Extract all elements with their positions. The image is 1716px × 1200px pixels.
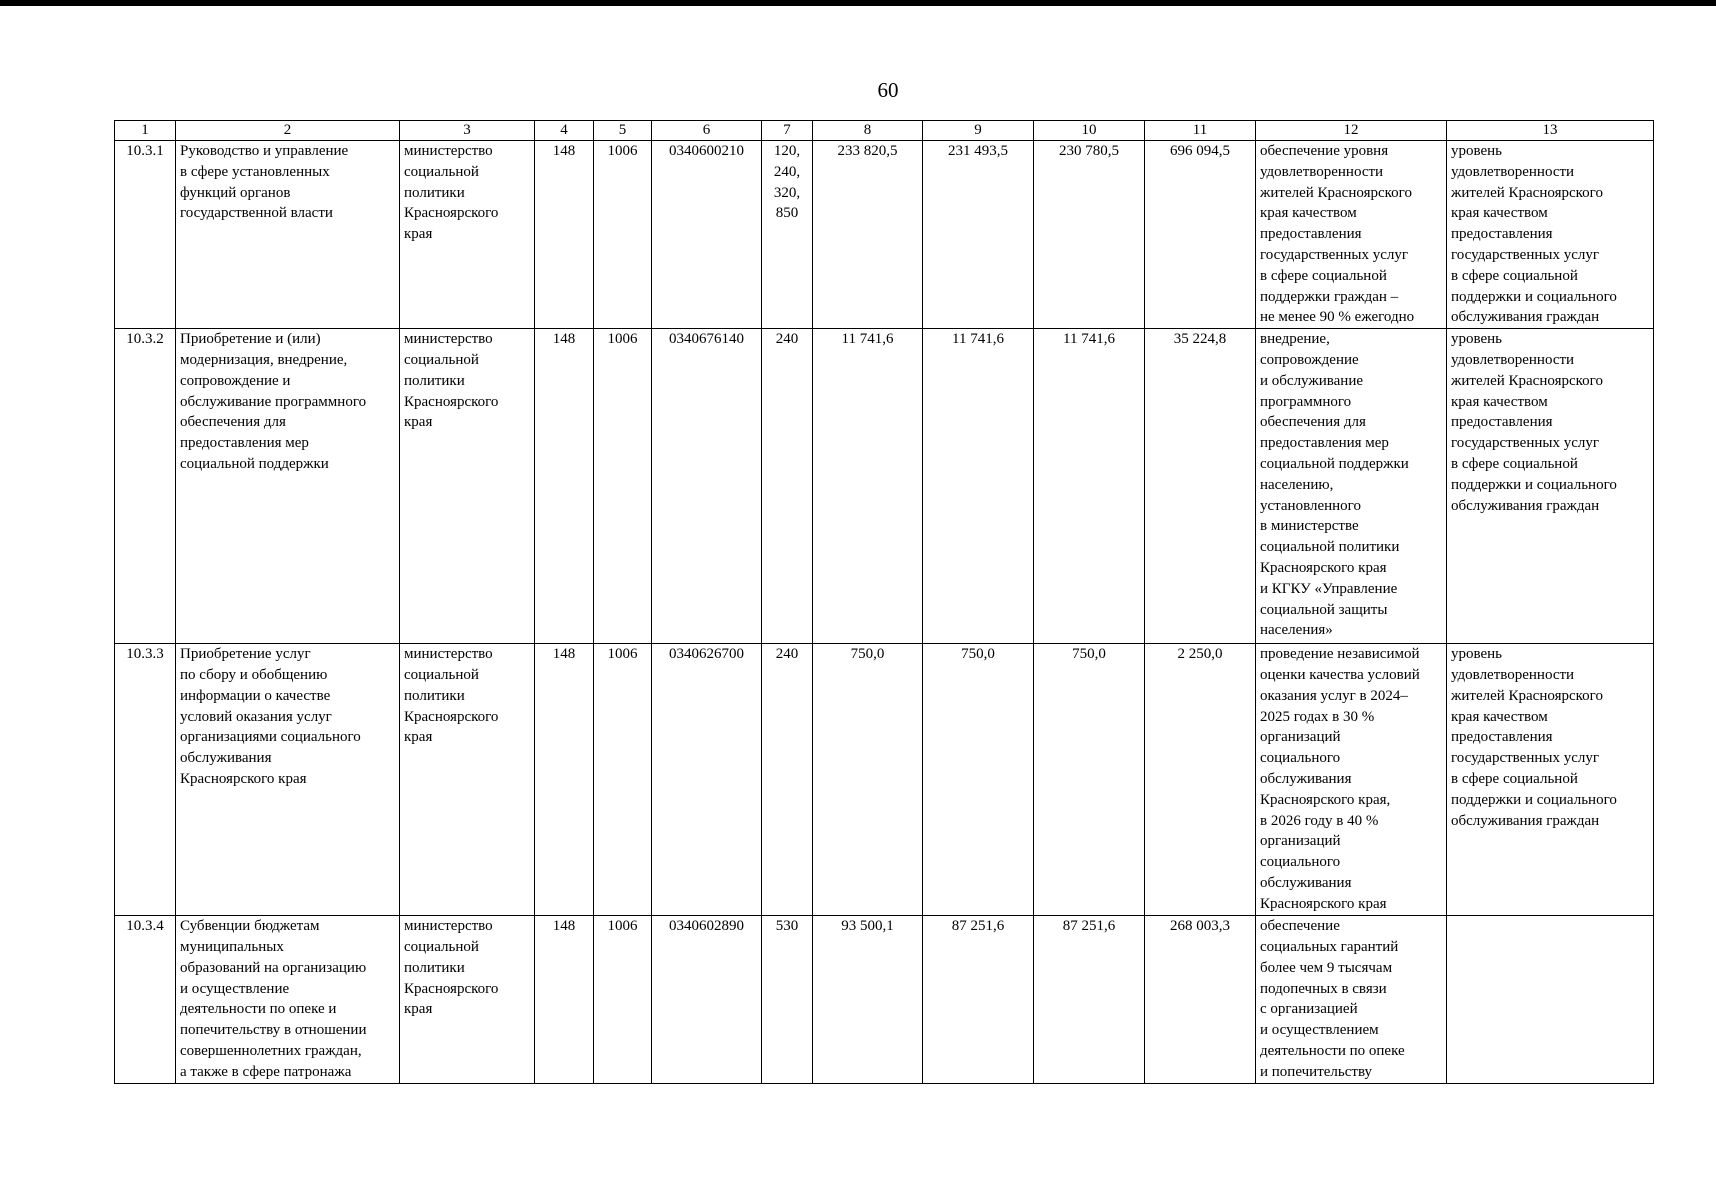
amount-year-3: 11 741,6 xyxy=(1034,329,1145,644)
amount-year-1: 11 741,6 xyxy=(813,329,923,644)
amount-year-1: 93 500,1 xyxy=(813,916,923,1083)
vr-code: 240 xyxy=(762,644,813,916)
activity-name: Руководство и управление в сфере установленных функций органов государственной власти xyxy=(176,141,400,329)
rzpr-code: 1006 xyxy=(594,916,652,1083)
column-number: 12 xyxy=(1256,121,1447,141)
table-row xyxy=(115,141,1654,329)
program-activities-table xyxy=(114,120,1654,1084)
grbs-code: 148 xyxy=(535,329,594,644)
rzpr-code: 1006 xyxy=(594,141,652,329)
table-row xyxy=(115,644,1654,916)
activity-name: Приобретение услуг по сбору и обобщению информации о качестве условий оказания услуг организациями социального обслуживания Красноярского края xyxy=(176,644,400,916)
column-number-row xyxy=(115,121,1654,141)
row-id: 10.3.4 xyxy=(115,916,176,1083)
activity-name: Приобретение и (или) модернизация, внедрение, сопровождение и обслуживание программного обеспечения для предоставления мер социальной поддержки xyxy=(176,329,400,644)
column-number: 3 xyxy=(400,121,535,141)
column-number: 9 xyxy=(923,121,1034,141)
amount-year-3: 750,0 xyxy=(1034,644,1145,916)
csr-code: 0340676140 xyxy=(652,329,762,644)
amount-total: 268 003,3 xyxy=(1145,916,1256,1083)
amount-year-2: 87 251,6 xyxy=(923,916,1034,1083)
page-number: 60 xyxy=(877,78,899,102)
indicator: уровень удовлетворенности жителей Красноярского края качеством предоставления государственных услуг в сфере социальной поддержки и социального обслуживания граждан xyxy=(1447,329,1654,644)
row-id: 10.3.2 xyxy=(115,329,176,644)
column-number: 4 xyxy=(535,121,594,141)
rzpr-code: 1006 xyxy=(594,644,652,916)
row-id: 10.3.1 xyxy=(115,141,176,329)
scan-top-border xyxy=(0,0,1716,6)
activity-name: Субвенции бюджетам муниципальных образований на организацию и осуществление деятельности по опеке и попечительству в отношении совершеннолетних граждан, а также в сфере патронажа xyxy=(176,916,400,1083)
grbs-code: 148 xyxy=(535,916,594,1083)
amount-total: 35 224,8 xyxy=(1145,329,1256,644)
grbs-code: 148 xyxy=(535,644,594,916)
csr-code: 0340602890 xyxy=(652,916,762,1083)
amount-year-3: 230 780,5 xyxy=(1034,141,1145,329)
responsible-agency: министерство социальной политики Красноярского края xyxy=(400,916,535,1083)
amount-year-3: 87 251,6 xyxy=(1034,916,1145,1083)
csr-code: 0340600210 xyxy=(652,141,762,329)
table-row xyxy=(115,916,1654,1083)
column-number: 5 xyxy=(594,121,652,141)
column-number: 2 xyxy=(176,121,400,141)
amount-year-2: 750,0 xyxy=(923,644,1034,916)
column-number: 7 xyxy=(762,121,813,141)
amount-total: 2 250,0 xyxy=(1145,644,1256,916)
indicator: уровень удовлетворенности жителей Красноярского края качеством предоставления государственных услуг в сфере социальной поддержки и социального обслуживания граждан xyxy=(1447,644,1654,916)
expected-result: внедрение, сопровождение и обслуживание программного обеспечения для предоставления мер социальной поддержки населению, установленного в министерстве социальной политики Красноярского края и КГКУ «Управление социальной защиты населения» xyxy=(1256,329,1447,644)
responsible-agency: министерство социальной политики Красноярского края xyxy=(400,329,535,644)
table-row xyxy=(115,329,1654,644)
responsible-agency: министерство социальной политики Красноярского края xyxy=(400,141,535,329)
column-number: 1 xyxy=(115,121,176,141)
vr-code: 120, 240, 320, 850 xyxy=(762,141,813,329)
responsible-agency: министерство социальной политики Красноярского края xyxy=(400,644,535,916)
rzpr-code: 1006 xyxy=(594,329,652,644)
csr-code: 0340626700 xyxy=(652,644,762,916)
expected-result: обеспечение социальных гарантий более чем 9 тысячам подопечных в связи с организацией и осуществлением деятельности по опеке и попечительству xyxy=(1256,916,1447,1083)
amount-year-2: 11 741,6 xyxy=(923,329,1034,644)
amount-total: 696 094,5 xyxy=(1145,141,1256,329)
column-number: 11 xyxy=(1145,121,1256,141)
column-number: 8 xyxy=(813,121,923,141)
amount-year-1: 750,0 xyxy=(813,644,923,916)
column-number: 10 xyxy=(1034,121,1145,141)
vr-code: 530 xyxy=(762,916,813,1083)
amount-year-2: 231 493,5 xyxy=(923,141,1034,329)
expected-result: проведение независимой оценки качества условий оказания услуг в 2024– 2025 годах в 30 % организаций социального обслуживания Красноярского края, в 2026 году в 40 % организаций социального обслуживания Красноярского края xyxy=(1256,644,1447,916)
column-number: 6 xyxy=(652,121,762,141)
indicator xyxy=(1447,916,1654,1083)
amount-year-1: 233 820,5 xyxy=(813,141,923,329)
expected-result: обеспечение уровня удовлетворенности жителей Красноярского края качеством предоставления государственных услуг в сфере социальной поддержки граждан – не менее 90 % ежегодно xyxy=(1256,141,1447,329)
column-number: 13 xyxy=(1447,121,1654,141)
vr-code: 240 xyxy=(762,329,813,644)
row-id: 10.3.3 xyxy=(115,644,176,916)
indicator: уровень удовлетворенности жителей Красноярского края качеством предоставления государственных услуг в сфере социальной поддержки и социального обслуживания граждан xyxy=(1447,141,1654,329)
grbs-code: 148 xyxy=(535,141,594,329)
